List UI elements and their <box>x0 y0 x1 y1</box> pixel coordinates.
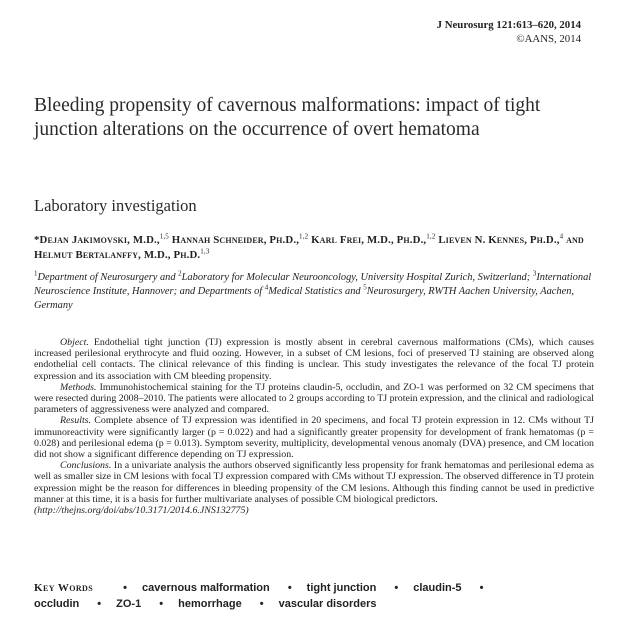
keyword: claudin-5 <box>413 582 462 594</box>
affiliation-marker: 2 <box>178 269 182 278</box>
affiliations <box>34 271 594 313</box>
journal-volume-pages: 121:613–620, 2014 <box>496 19 581 31</box>
keyword-separator: • <box>259 598 264 610</box>
section-label: Object. <box>60 337 89 348</box>
abstract-object <box>34 337 594 382</box>
keyword-separator: • <box>123 582 127 594</box>
affiliation-text: International Neuroscience Institute, Hannover; and Departments of <box>34 272 592 297</box>
author-affiliation-ref: 1,3 <box>200 246 210 255</box>
section-label: Results. <box>60 415 91 427</box>
keyword-separator: • <box>394 582 399 594</box>
journal-citation <box>437 18 581 32</box>
author-name: Hannah Schneider, Ph.D., <box>171 234 300 246</box>
keyword-separator: • <box>97 598 102 610</box>
author-name: Karl Frei, M.D., Ph.D., <box>311 234 427 246</box>
abstract-conclusions <box>34 460 594 505</box>
author-name: *Dejan Jakimovski, M.D., <box>34 234 160 246</box>
affiliation-text: Department of Neurosurgery and <box>37 272 179 283</box>
section-text: In a univariate analysis the authors observed significantly less propensity for frank hematomas and perilesional edema as well as smaller size in CM lesions with focal TJ expression compared with CMs without TJ expression. The observed difference in TJ protein expression might be the reason for differences in bleeding propensity of the CM lesions. Although this finding cannot be used in predictive manner at this time, it is a basis for further multivariate analyses of possible CM biological predictors. <box>34 460 594 505</box>
journal-header <box>437 18 581 46</box>
affiliation-marker: 3 <box>532 269 537 278</box>
author-affiliation-ref: 1,2 <box>426 232 436 241</box>
section-text: Immunohistochemical staining for the TJ proteins claudin-5, occludin, and ZO-1 was performed on 32 CM specimens that were resected during 2008–2010. The patients were allocated to 2 groups according to TJ protein expression, and the clinical and radiological parameters of aggressiveness were analyzed and compared. <box>34 381 594 416</box>
article-title: Bleeding propensity of cavernous malformations: impact of tight junction alterations on the occurrence of overt hematoma <box>34 95 541 140</box>
keyword: cavernous malformation <box>141 582 270 594</box>
doi-link[interactable]: (http://thejns.org/doi/abs/10.3171/2014.6.JNS132775) <box>34 505 249 517</box>
keyword: hemorrhage <box>178 598 242 610</box>
section-label: Methods. <box>60 381 97 393</box>
journal-name: J Neurosurg <box>436 19 494 31</box>
section-text: Endothelial tight junction (TJ) expression is mostly absent in cerebral cavernous malformations (CMs), which causes increased perilesional erythrocyte and fluid oozing. However, in a subset of CM lesions, foci of preserved TJ staining are observed along endothelial cell contacts. The clinical relevance of this finding is unclear. This study investigates the relevance of the focal TJ protein expression and its association with CM bleeding propensity. <box>34 337 594 382</box>
keywords-label: Key Words <box>34 582 94 594</box>
author-name: Lieven N. Kennes, Ph.D., <box>438 234 560 246</box>
author-name: and Helmut Bertalanffy, M.D., Ph.D. <box>34 234 584 261</box>
affiliation-marker: 4 <box>264 283 269 292</box>
section-text: Complete absence of TJ expression was identified in 20 specimens, and focal TJ protein expression in 12. CMs without TJ immunoreactivity were significantly larger (p = 0.022) and had a significantly greater propensity for development of frank hematomas (p = 0.028) and perilesional edema (p = 0.013). Symptom severity, multiplicity, developmental venous anomaly (DVA) presence, and CM location did not show a significant difference depending on TJ expression. <box>34 415 594 461</box>
section-label: Conclusions. <box>60 460 112 472</box>
affiliation-text: Medical Statistics and <box>268 286 364 297</box>
author-affiliation-ref: 4 <box>559 232 564 241</box>
keyword: vascular disorders <box>278 598 377 610</box>
abstract <box>34 337 594 516</box>
keyword: occludin <box>34 598 80 610</box>
affiliation-marker: 1 <box>34 269 38 278</box>
keyword-separator: • <box>479 582 484 594</box>
keyword: ZO-1 <box>116 598 142 610</box>
affiliation-text: Laboratory for Molecular Neurooncology, University Hospital Zurich, Switzerland; <box>181 272 533 283</box>
affiliation-text: Neurosurgery, RWTH Aachen University, Aachen, Germany <box>34 286 575 311</box>
keywords <box>34 580 594 612</box>
keyword: tight junction <box>306 582 377 594</box>
keyword-separator: • <box>287 582 292 594</box>
abstract-methods <box>34 382 594 416</box>
article-type: Laboratory investigation <box>34 196 197 215</box>
keyword-separator: • <box>159 598 164 610</box>
copyright: ©AANS, 2014 <box>516 33 581 45</box>
author-affiliation-ref: 1,5 <box>159 232 169 241</box>
author-list <box>34 233 594 262</box>
affiliation-marker: 5 <box>363 283 367 292</box>
author-affiliation-ref: 1,2 <box>299 232 309 241</box>
abstract-results <box>34 415 594 460</box>
